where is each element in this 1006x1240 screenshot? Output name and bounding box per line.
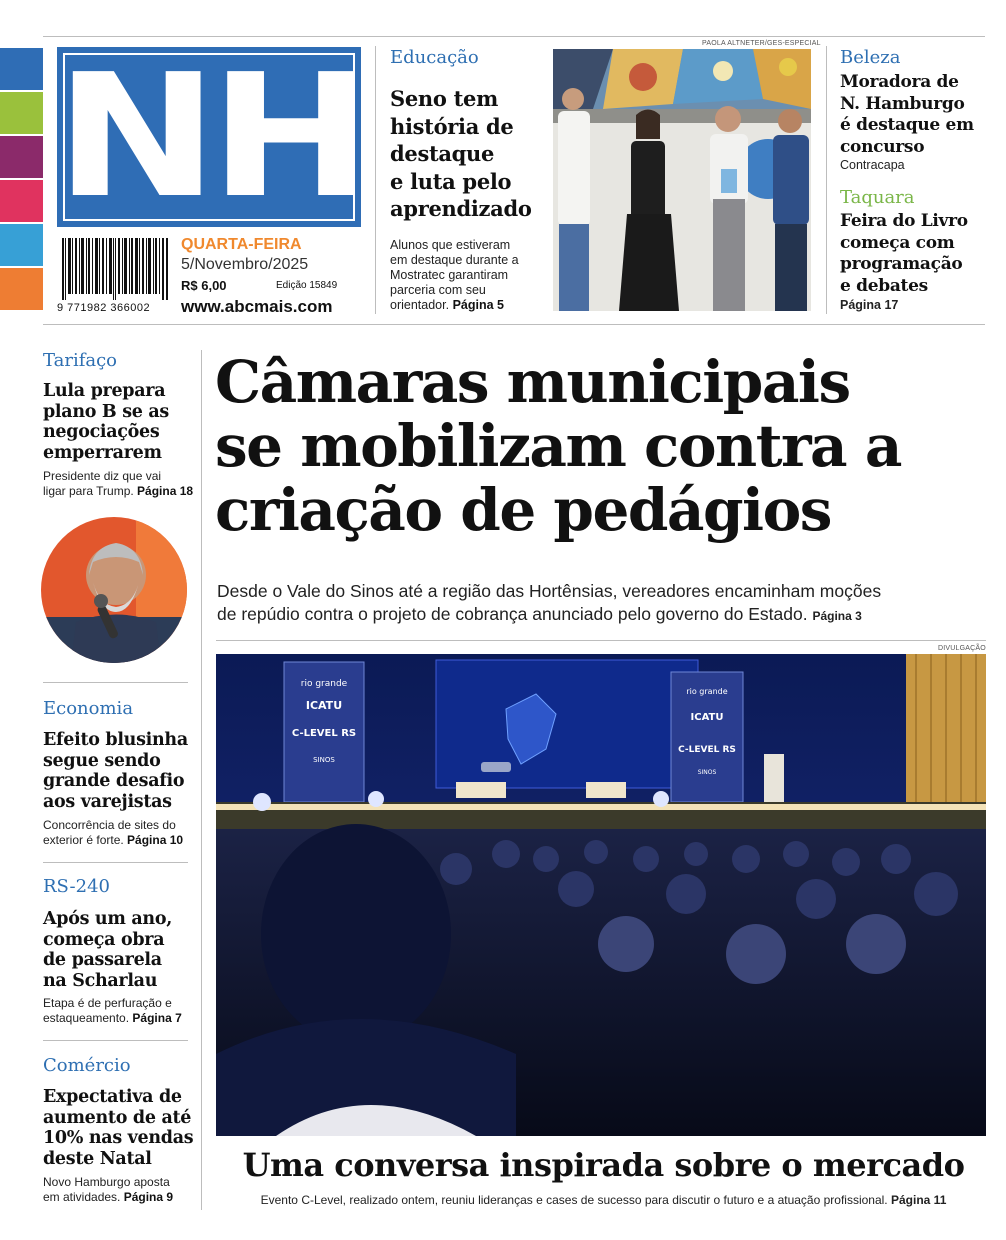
lula-portrait-illustration xyxy=(41,517,187,663)
left-divider-1 xyxy=(43,682,188,683)
edition-number: Edição 15849 xyxy=(276,280,338,291)
economia-headline[interactable]: Efeito blusinha segue sendo grande desafio aos varejistas xyxy=(43,730,188,812)
students-award-illustration xyxy=(553,49,811,311)
comercio-headline[interactable]: Expectativa de aumento de até 10% nas vendas deste Natal xyxy=(43,1087,194,1169)
banner-right-text-3: C-LEVEL RS xyxy=(678,745,736,755)
tarifaco-headline[interactable]: Lula prepara plano B se as negociações emperrarem xyxy=(43,381,169,463)
event-headline[interactable]: Uma conversa inspirada sobre o mercado xyxy=(242,1146,965,1184)
event-summary: Evento C-Level, realizado ontem, reuniu lideranças e cases de sucesso para discutir o futuro e a atuação profissional. Página 11 xyxy=(260,1193,947,1207)
color-strip-pink xyxy=(0,180,43,222)
rs240-headline[interactable]: Após um ano, começa obra de passarela na Scharlau xyxy=(43,909,172,991)
banner-right-text-2: ICATU xyxy=(690,712,724,723)
top-story-page-ref: Página 5 xyxy=(452,298,504,312)
taquara-ref: Página 17 xyxy=(840,298,899,312)
section-label-beleza: Beleza xyxy=(840,47,901,68)
beleza-ref: Contracapa xyxy=(840,158,905,172)
top-rule xyxy=(43,36,985,37)
rs240-page-ref: Página 7 xyxy=(132,1011,182,1025)
color-strip-orange xyxy=(0,268,43,310)
event-page-ref: Página 11 xyxy=(891,1193,947,1207)
banner-left-text-4: SINOS xyxy=(313,756,335,764)
edition-date: 5/Novembro/2025 xyxy=(181,256,309,273)
section-label-rs240: RS-240 xyxy=(43,876,110,897)
event-stage-photo[interactable] xyxy=(216,654,986,1136)
banner-left-text-1: rio grande xyxy=(300,679,348,689)
main-page-ref: Página 3 xyxy=(812,609,862,623)
header-divider-1 xyxy=(375,46,376,314)
economia-summary: Concorrência de sites do exterior é forte. Página 10 xyxy=(43,818,184,847)
lula-portrait-photo[interactable] xyxy=(41,517,187,663)
section-label-educacao: Educação xyxy=(390,47,479,68)
left-divider-2 xyxy=(43,862,188,863)
edition-price: R$ 6,00 xyxy=(181,278,227,293)
beleza-headline[interactable]: Moradora de N. Hamburgo é destaque em concurso xyxy=(840,72,974,157)
left-column-divider xyxy=(201,350,202,1210)
main-rule xyxy=(216,640,986,641)
left-divider-3 xyxy=(43,1040,188,1041)
top-story-headline[interactable]: Seno tem história de destaque e luta pelo aprendizado xyxy=(390,86,532,221)
barcode-icon xyxy=(62,238,169,300)
banner-left-text-3: C-LEVEL RS xyxy=(291,728,357,739)
event-stage-illustration xyxy=(216,654,986,1136)
barcode-number: 9 771982 366002 xyxy=(57,302,151,314)
edition-day: QUARTA-FEIRA xyxy=(181,236,302,253)
header-bottom-rule xyxy=(43,324,985,325)
banner-right-text-4: SINOS xyxy=(697,769,717,776)
top-story-summary: Alunos que estiveram em destaque durante a Mostratec garantiram parceria com seu orientador. Página 5 xyxy=(390,238,519,312)
banner-right-text-1: rio grande xyxy=(686,687,728,696)
color-strip-purple xyxy=(0,136,43,178)
students-award-photo[interactable] xyxy=(553,49,811,311)
section-label-economia: Economia xyxy=(43,698,134,719)
tarifaco-page-ref: Página 18 xyxy=(137,484,194,498)
banner-left-text-2: ICATU xyxy=(305,699,343,712)
section-label-taquara: Taquara xyxy=(840,187,915,208)
tarifaco-summary: Presidente diz que vai ligar para Trump. Página 18 xyxy=(43,469,194,498)
section-label-comercio: Comércio xyxy=(43,1055,131,1076)
section-label-tarifaco: Tarifaço xyxy=(43,350,118,371)
color-strip-lightblue xyxy=(0,224,43,266)
header-divider-2 xyxy=(826,46,827,314)
main-summary: Desde o Vale do Sinos até a região das Hortênsias, vereadores encaminham moções de repúdio contra o projeto de cobrança anunciado pelo governo do Estado. Página 3 xyxy=(217,581,882,624)
newspaper-logo[interactable] xyxy=(54,38,364,236)
logo-text: NH xyxy=(54,38,364,236)
economia-page-ref: Página 10 xyxy=(127,833,184,847)
main-headline[interactable]: Câmaras municipais se mobilizam contra a criação de pedágios xyxy=(215,348,901,544)
color-strip-green xyxy=(0,92,43,134)
rs240-summary: Etapa é de perfuração e estaqueamento. Página 7 xyxy=(43,996,182,1025)
event-photo-credit: DIVULGAÇÃO xyxy=(938,645,986,652)
comercio-page-ref: Página 9 xyxy=(123,1190,174,1204)
taquara-headline[interactable]: Feira do Livro começa com programação e debates xyxy=(840,211,968,296)
website-link[interactable]: www.abcmais.com xyxy=(181,297,333,316)
color-strip-blue xyxy=(0,48,43,90)
comercio-summary: Novo Hamburgo aposta em atividades. Página 9 xyxy=(43,1175,174,1204)
top-photo-credit: PAOLA ALTNETER/GES-ESPECIAL xyxy=(702,40,821,47)
